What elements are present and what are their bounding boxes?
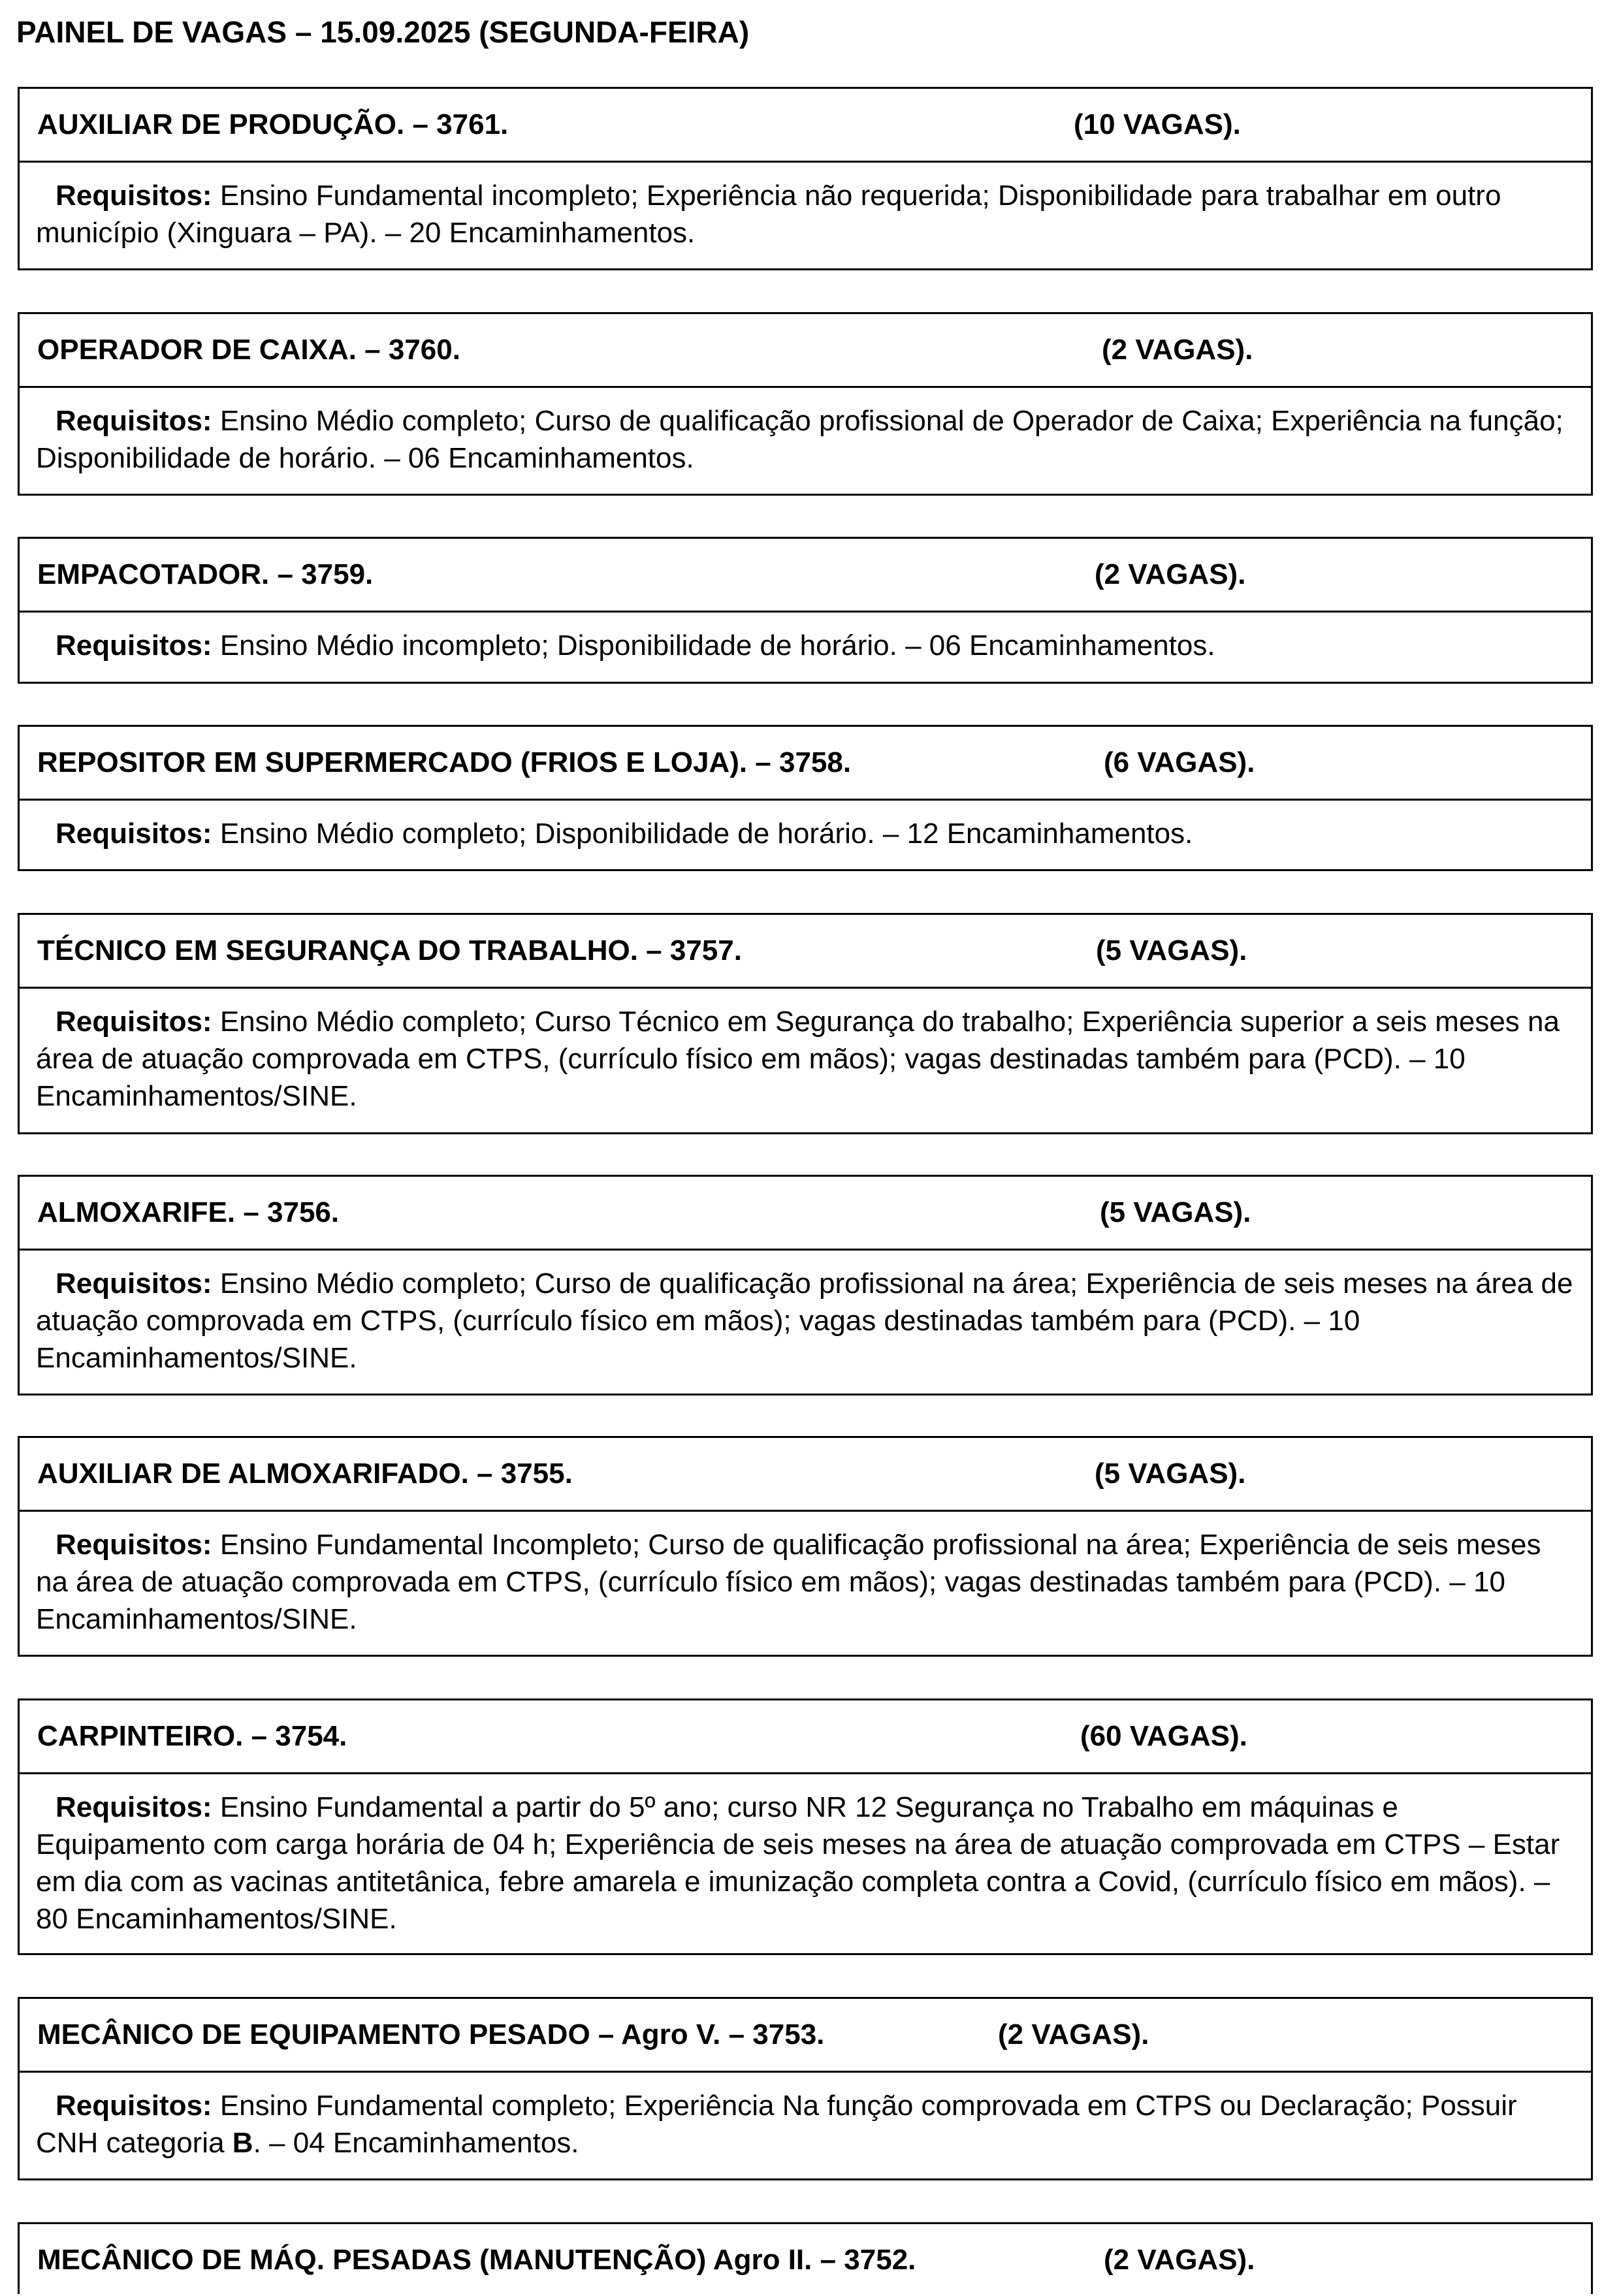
job-requirements — [20, 801, 1591, 852]
requirements-label: Requisitos: — [56, 818, 212, 850]
job-card-3760 — [18, 312, 1593, 496]
job-header — [20, 1999, 1591, 2073]
requirements-text: Ensino Médio completo; Curso de qualificação profissional na área; Experiência de seis meses na área de atuação comprovada em CTPS, (currículo físico em mãos); vagas destinadas também para (PCD). – 10 Encaminhamentos/SINE. — [36, 1268, 1573, 1374]
job-title: TÉCNICO EM SEGURANÇA DO TRABALHO. – 3757. — [37, 934, 742, 966]
page-title: PAINEL DE VAGAS – 15.09.2025 (SEGUNDA-FEIRA) — [16, 15, 750, 49]
job-vacancies: (5 VAGAS). — [1096, 934, 1247, 966]
job-card-3755 — [18, 1436, 1593, 1657]
job-title: ALMOXARIFE. – 3756. — [37, 1196, 340, 1228]
job-requirements — [20, 1774, 1591, 1937]
job-header — [20, 1177, 1591, 1251]
job-vacancies: (10 VAGAS). — [1074, 108, 1241, 140]
job-vacancies: (2 VAGAS). — [1102, 334, 1253, 366]
job-header — [20, 727, 1591, 801]
job-header — [20, 539, 1591, 613]
job-card-3759 — [18, 537, 1593, 684]
requirements-label: Requisitos: — [56, 2090, 212, 2122]
job-vacancies: (6 VAGAS). — [1104, 746, 1255, 778]
requirements-label: Requisitos: — [56, 180, 212, 212]
job-requirements — [20, 2073, 1591, 2161]
job-vacancies: (2 VAGAS). — [1104, 2244, 1255, 2276]
requirements-label: Requisitos: — [56, 1006, 212, 1038]
requirements-label: Requisitos: — [56, 405, 212, 437]
job-title: MECÂNICO DE MÁQ. PESADAS (MANUTENÇÃO) Agro II. – 3752. — [37, 2244, 916, 2276]
requirements-text: Ensino Médio completo; Disponibilidade de horário. – 12 Encaminhamentos. — [219, 818, 1193, 850]
job-requirements — [20, 1512, 1591, 1638]
job-card-3756 — [18, 1175, 1593, 1395]
requirements-text: Ensino Fundamental a partir do 5º ano; curso NR 12 Segurança no Trabalho em máquinas e Equipamento com carga horária de 04 h; Experiência de seis meses na área de atuação comprovada em CTPS – Estar em dia com as vacinas antitetânica, febre amarela e imunização completa contra a Covid, (currículo físico em mãos). – 80 Encaminhamentos/SINE. — [36, 1791, 1560, 1935]
job-requirements — [20, 613, 1591, 664]
job-header — [20, 314, 1591, 388]
requirements-text: Ensino Médio completo; Curso de qualificação profissional de Operador de Caixa; Experiência na função; Disponibilidade de horário. – 06 Encaminhamentos. — [36, 405, 1563, 474]
job-vacancies: (5 VAGAS). — [1100, 1196, 1251, 1228]
requirements-text-part2: . – 04 Encaminhamentos. — [253, 2127, 579, 2159]
requirements-label: Requisitos: — [56, 1529, 212, 1561]
job-title: MECÂNICO DE EQUIPAMENTO PESADO – Agro V. – 3753. — [37, 2018, 825, 2050]
job-vacancies: (2 VAGAS). — [1095, 558, 1246, 590]
job-title: AUXILIAR DE PRODUÇÃO. – 3761. — [37, 108, 509, 140]
job-card-3754 — [18, 1698, 1593, 1955]
requirements-text-part1: Ensino Fundamental completo; Experiência Na função comprovada em CTPS ou Declaração; Possuir CNH categoria — [36, 2090, 1517, 2159]
job-requirements — [20, 163, 1591, 251]
job-header — [20, 915, 1591, 989]
requirements-text: Ensino Fundamental Incompleto; Curso de qualificação profissional na área; Experiência de seis meses na área de atuação comprovada em CTPS, (currículo físico em mãos); vagas destinadas também para (PCD). – 10 Encaminhamentos/SINE. — [36, 1529, 1541, 1635]
requirements-text: Ensino Fundamental incompleto; Experiência não requerida; Disponibilidade para trabalhar em outro município (Xinguara – PA). – 20 Encaminhamentos. — [36, 180, 1501, 249]
job-card-3753 — [18, 1997, 1593, 2180]
job-title: EMPACOTADOR. – 3759. — [37, 558, 374, 590]
requirements-label: Requisitos: — [56, 630, 212, 662]
job-header — [20, 89, 1591, 163]
job-vacancies: (2 VAGAS). — [998, 2018, 1149, 2050]
job-card-3752 — [18, 2222, 1593, 2294]
job-title: REPOSITOR EM SUPERMERCADO (FRIOS E LOJA). – 3758. — [37, 746, 852, 778]
requirements-label: Requisitos: — [56, 1791, 212, 1823]
job-vacancies: (5 VAGAS). — [1095, 1458, 1246, 1490]
job-header — [20, 1700, 1591, 1774]
job-title: AUXILIAR DE ALMOXARIFADO. – 3755. — [37, 1458, 573, 1490]
requirements-text: Ensino Médio incompleto; Disponibilidade de horário. – 06 Encaminhamentos. — [219, 630, 1215, 662]
job-card-3758 — [18, 725, 1593, 871]
job-requirements — [20, 388, 1591, 477]
job-card-3757 — [18, 913, 1593, 1134]
job-header — [20, 2224, 1591, 2296]
job-requirements — [20, 989, 1591, 1115]
requirements-label: Requisitos: — [56, 1268, 212, 1299]
job-title: CARPINTEIRO. – 3754. — [37, 1720, 347, 1752]
cnh-category: B — [232, 2127, 253, 2159]
job-requirements — [20, 1251, 1591, 1377]
requirements-text: Ensino Médio completo; Curso Técnico em Segurança do trabalho; Experiência superior a seis meses na área de atuação comprovada em CTPS, (currículo físico em mãos); vagas destinadas também para (PCD). – 10 Encaminhamentos/SINE. — [36, 1006, 1560, 1112]
job-header — [20, 1438, 1591, 1512]
job-vacancies: (60 VAGAS). — [1080, 1720, 1247, 1752]
job-card-3761 — [18, 87, 1593, 270]
job-title: OPERADOR DE CAIXA. – 3760. — [37, 334, 460, 366]
